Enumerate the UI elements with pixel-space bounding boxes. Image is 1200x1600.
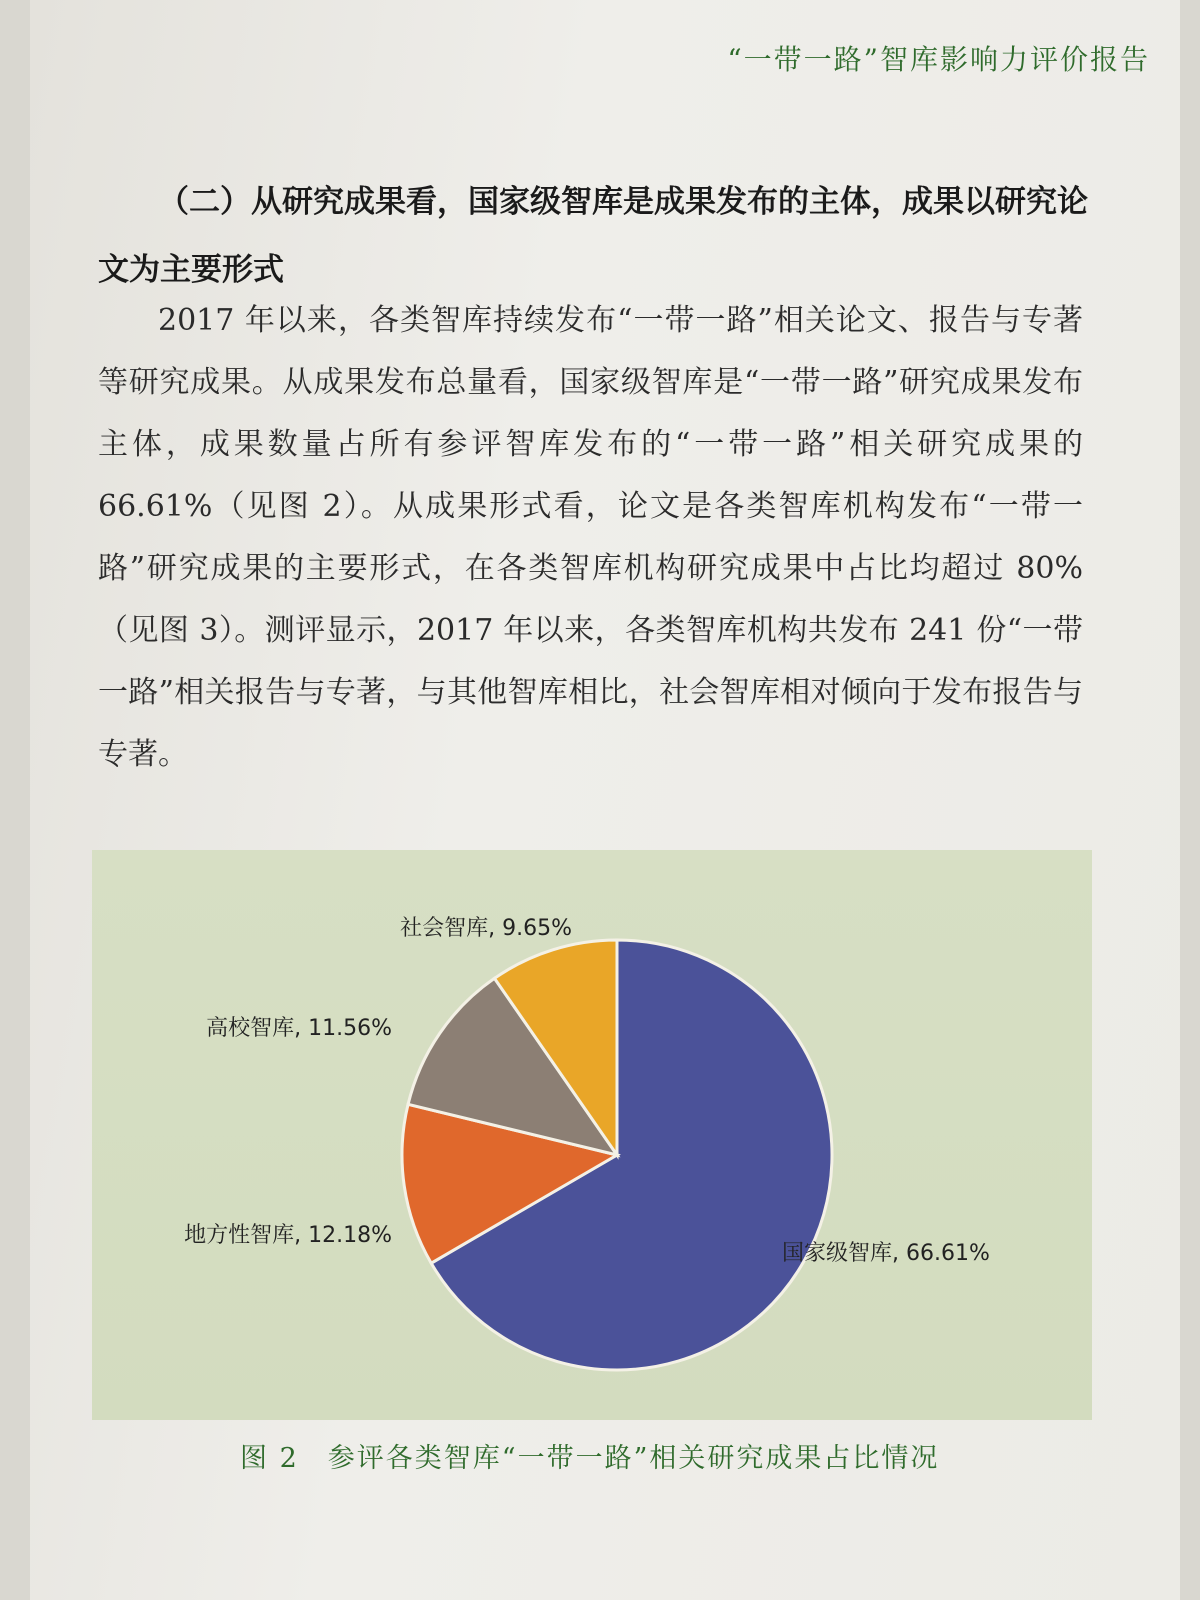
pie-chart-svg	[92, 850, 1092, 1420]
body-paragraph: 2017 年以来，各类智库持续发布“一带一路”相关论文、报告与专著等研究成果。从成果发布总量看，国家级智库是“一带一路”研究成果发布主体，成果数量占所有参评智库发布的“一带一路”相关研究成果的 66.61%（见图 2）。从成果形式看，论文是各类智库机构发布“一带一路”研究成果的主要形式，在各类智库机构研究成果中占比均超过 80%（见图 3）。测评显示，2017 年以来，各类智库机构共发布 241 份“一带一路”相关报告与专著，与其他智库相比，社会智库相对倾向于发布报告与专著。	[98, 303, 1083, 772]
figure-pie-chart	[92, 850, 1092, 1420]
book-page	[30, 0, 1180, 1600]
pie-label-3: 高校智库, 11.56%	[206, 1016, 392, 1041]
section-heading: （二）从研究成果看，国家级智库是成果发布的主体，成果以研究论文为主要形式	[98, 184, 1088, 288]
pie-label-1: 国家级智库, 66.61%	[782, 1241, 990, 1266]
pie-label-4: 社会智库, 9.65%	[400, 916, 572, 941]
pie-label-2: 地方性智库, 12.18%	[184, 1223, 392, 1248]
figure-caption: 图 2 参评各类智库“一带一路”相关研究成果占比情况	[240, 1443, 940, 1474]
running-header: “一带一路”智库影响力评价报告	[727, 43, 1150, 76]
